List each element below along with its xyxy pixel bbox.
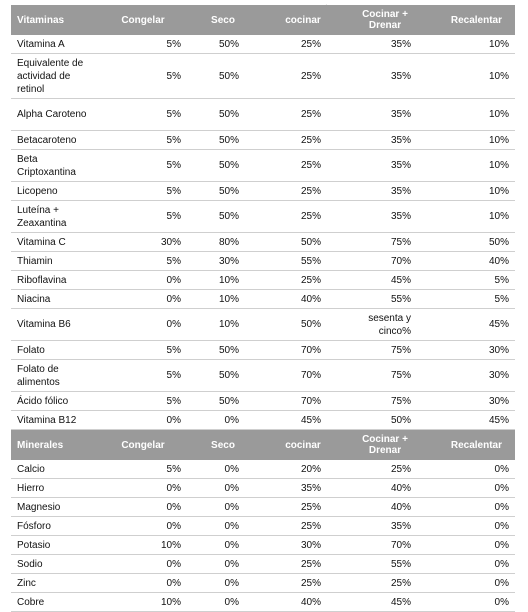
table-row (11, 99, 515, 131)
retention-value: 25% (263, 555, 343, 574)
nutrient-name: Vitamina A (11, 35, 103, 54)
retention-value: 30% (427, 392, 515, 411)
nutrient-name: Beta Criptoxantina (11, 150, 103, 182)
retention-value: 30% (263, 536, 343, 555)
table-row (11, 201, 515, 233)
retention-value: 35% (343, 150, 427, 182)
retention-value: 45% (263, 411, 343, 430)
nutrient-name: Thiamin (11, 252, 103, 271)
nutrient-name: Fósforo (11, 517, 103, 536)
retention-value: 25% (343, 460, 427, 479)
retention-value: 30% (427, 341, 515, 360)
nutrient-name: Sodio (11, 555, 103, 574)
column-header: Vitaminas (11, 5, 103, 35)
retention-value: 30% (427, 360, 515, 392)
nutrient-name: Vitamina B6 (11, 309, 103, 341)
retention-value: 0% (103, 309, 183, 341)
nutrient-name: Folato (11, 341, 103, 360)
nutrient-name: Cobre (11, 593, 103, 612)
column-header: Cocinar + Drenar (343, 5, 427, 35)
retention-value: 0% (427, 517, 515, 536)
retention-value: 10% (183, 309, 263, 341)
nutrient-name: Betacaroteno (11, 131, 103, 150)
column-header: Minerales (11, 430, 103, 461)
retention-value: 0% (427, 593, 515, 612)
table-row (11, 360, 515, 392)
retention-value: 50% (183, 54, 263, 99)
table-row (11, 54, 515, 99)
retention-value: 50% (183, 392, 263, 411)
retention-value: 50% (183, 341, 263, 360)
retention-value: 0% (183, 574, 263, 593)
retention-value: 50% (263, 309, 343, 341)
retention-value: 25% (263, 517, 343, 536)
nutrient-name: Riboflavina (11, 271, 103, 290)
retention-value: 25% (263, 99, 343, 131)
retention-value: 10% (183, 290, 263, 309)
retention-value: 25% (263, 201, 343, 233)
table-row (11, 182, 515, 201)
table-row (11, 150, 515, 182)
retention-value: 0% (427, 536, 515, 555)
column-header: Cocinar + Drenar (343, 430, 427, 461)
retention-value: 5% (103, 341, 183, 360)
nutrient-name: Equivalente de actividad de retinol (11, 54, 103, 99)
column-header: cocinar (263, 5, 343, 35)
retention-value: 0% (103, 517, 183, 536)
retention-value: 25% (343, 574, 427, 593)
retention-value: 50% (183, 201, 263, 233)
retention-value: 50% (183, 131, 263, 150)
retention-value: 0% (103, 555, 183, 574)
nutrient-name: Luteína + Zeaxantina (11, 201, 103, 233)
retention-value: 35% (343, 182, 427, 201)
retention-value: 0% (427, 574, 515, 593)
retention-value: 5% (103, 35, 183, 54)
table-row (11, 131, 515, 150)
retention-value: 50% (183, 99, 263, 131)
retention-value: 10% (427, 54, 515, 99)
retention-value: 0% (183, 498, 263, 517)
nutrient-name: Hierro (11, 479, 103, 498)
table-row (11, 479, 515, 498)
table-row (11, 460, 515, 479)
retention-value: 40% (263, 290, 343, 309)
retention-value: 0% (183, 536, 263, 555)
retention-value: 40% (343, 498, 427, 517)
table-row (11, 271, 515, 290)
table-row (11, 252, 515, 271)
retention-value: 25% (263, 54, 343, 99)
retention-value: 0% (103, 498, 183, 517)
retention-value: 55% (263, 252, 343, 271)
retention-value: 5% (427, 290, 515, 309)
table-row (11, 498, 515, 517)
retention-value: 10% (427, 150, 515, 182)
retention-value: 5% (103, 392, 183, 411)
retention-value: 0% (103, 574, 183, 593)
column-header: Congelar (103, 430, 183, 461)
retention-value: 40% (427, 252, 515, 271)
retention-value: 55% (343, 555, 427, 574)
retention-value: 5% (103, 54, 183, 99)
retention-value: 0% (183, 411, 263, 430)
retention-value: 0% (103, 411, 183, 430)
retention-value: 70% (263, 392, 343, 411)
retention-value: 40% (263, 593, 343, 612)
retention-value: 0% (183, 460, 263, 479)
retention-value: 25% (263, 35, 343, 54)
retention-value: 25% (263, 498, 343, 517)
retention-value: 0% (427, 498, 515, 517)
retention-value: 35% (343, 131, 427, 150)
retention-value: 45% (343, 271, 427, 290)
column-header: Recalentar (427, 5, 515, 35)
nutrient-name: Zinc (11, 574, 103, 593)
retention-value: 5% (103, 360, 183, 392)
retention-value: 45% (427, 411, 515, 430)
retention-value: 50% (263, 233, 343, 252)
minerales-header-row (11, 430, 515, 461)
table-row (11, 309, 515, 341)
retention-value: 35% (343, 201, 427, 233)
retention-value: 10% (103, 536, 183, 555)
retention-value: 50% (183, 150, 263, 182)
retention-value: 0% (103, 479, 183, 498)
retention-value: 0% (103, 271, 183, 290)
retention-value: 0% (183, 479, 263, 498)
retention-value: 5% (103, 201, 183, 233)
retention-value: 5% (103, 182, 183, 201)
table-row (11, 392, 515, 411)
retention-value: 70% (263, 360, 343, 392)
retention-value: 55% (343, 290, 427, 309)
retention-value: 25% (263, 150, 343, 182)
nutrient-name: Licopeno (11, 182, 103, 201)
nutrient-name: Niacina (11, 290, 103, 309)
retention-value: sesenta y cinco% (343, 309, 427, 341)
retention-value: 30% (103, 233, 183, 252)
column-header: Seco (183, 5, 263, 35)
retention-value: 5% (103, 460, 183, 479)
table-body (11, 5, 515, 612)
nutrient-name: Alpha Caroteno (11, 99, 103, 131)
retention-value: 50% (183, 182, 263, 201)
retention-value: 0% (103, 290, 183, 309)
nutrient-name: Vitamina B12 (11, 411, 103, 430)
retention-value: 0% (183, 517, 263, 536)
retention-value: 0% (427, 555, 515, 574)
retention-value: 50% (343, 411, 427, 430)
retention-value: 10% (427, 182, 515, 201)
column-header: Recalentar (427, 430, 515, 461)
retention-value: 25% (263, 574, 343, 593)
retention-value: 35% (343, 35, 427, 54)
retention-value: 10% (427, 131, 515, 150)
retention-value: 0% (427, 479, 515, 498)
retention-value: 5% (427, 271, 515, 290)
column-header: cocinar (263, 430, 343, 461)
retention-value: 50% (183, 35, 263, 54)
retention-value: 5% (103, 131, 183, 150)
retention-value: 45% (343, 593, 427, 612)
retention-value: 75% (343, 341, 427, 360)
retention-value: 70% (343, 536, 427, 555)
retention-value: 70% (343, 252, 427, 271)
retention-value: 10% (103, 593, 183, 612)
nutrient-name: Calcio (11, 460, 103, 479)
table-row (11, 536, 515, 555)
retention-value: 35% (263, 479, 343, 498)
retention-value: 35% (343, 99, 427, 131)
retention-value: 70% (263, 341, 343, 360)
table-row (11, 290, 515, 309)
table-row (11, 35, 515, 54)
nutrient-retention-table (11, 5, 515, 612)
retention-value: 0% (427, 460, 515, 479)
nutrient-name: Vitamina C (11, 233, 103, 252)
table-row (11, 593, 515, 612)
retention-value: 25% (263, 182, 343, 201)
retention-value: 50% (427, 233, 515, 252)
table-row (11, 517, 515, 536)
retention-value: 50% (183, 360, 263, 392)
retention-value: 30% (183, 252, 263, 271)
retention-value: 5% (103, 150, 183, 182)
retention-value: 25% (263, 271, 343, 290)
nutrient-name: Ácido fólico (11, 392, 103, 411)
retention-value: 75% (343, 233, 427, 252)
retention-value: 80% (183, 233, 263, 252)
retention-value: 25% (263, 131, 343, 150)
table-row (11, 555, 515, 574)
table-row (11, 341, 515, 360)
nutrient-name: Folato de alimentos (11, 360, 103, 392)
retention-value: 10% (427, 35, 515, 54)
retention-value: 20% (263, 460, 343, 479)
nutrient-name: Magnesio (11, 498, 103, 517)
column-header: Congelar (103, 5, 183, 35)
retention-value: 45% (427, 309, 515, 341)
retention-value: 40% (343, 479, 427, 498)
table-row (11, 411, 515, 430)
retention-value: 10% (183, 271, 263, 290)
retention-value: 35% (343, 517, 427, 536)
retention-value: 35% (343, 54, 427, 99)
retention-value: 0% (183, 593, 263, 612)
retention-value: 5% (103, 99, 183, 131)
table-row (11, 574, 515, 593)
retention-value: 10% (427, 99, 515, 131)
retention-value: 75% (343, 360, 427, 392)
retention-value: 5% (103, 252, 183, 271)
nutrient-name: Potasio (11, 536, 103, 555)
retention-value: 10% (427, 201, 515, 233)
table-row (11, 233, 515, 252)
retention-value: 0% (183, 555, 263, 574)
vitaminas-header-row (11, 5, 515, 35)
column-header: Seco (183, 430, 263, 461)
retention-value: 75% (343, 392, 427, 411)
